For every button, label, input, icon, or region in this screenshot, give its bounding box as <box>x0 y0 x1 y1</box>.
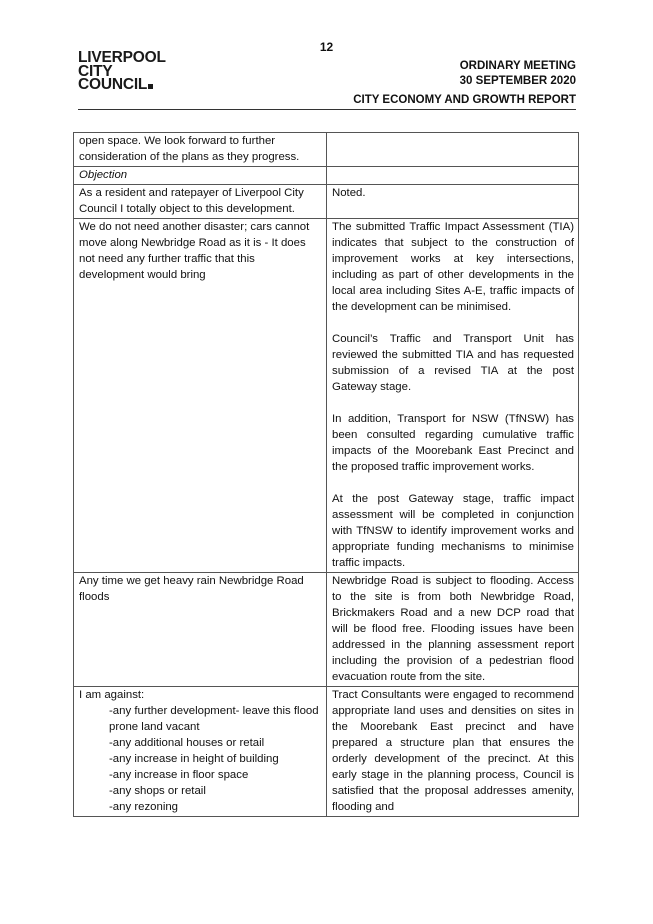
header-divider <box>78 109 576 110</box>
council-logo <box>78 51 166 92</box>
objection-item: -any increase in floor space <box>109 769 249 781</box>
submission-cell: Any time we get heavy rain Newbridge Road floods <box>74 573 327 687</box>
table-row <box>74 185 579 219</box>
table-row <box>74 687 579 817</box>
objection-item: -any additional houses or retail <box>109 737 265 749</box>
response-cell <box>327 219 579 573</box>
logo-line-3-wrap <box>78 78 166 92</box>
section-heading: Objection <box>74 167 327 185</box>
section-row <box>74 167 579 185</box>
table-row <box>74 219 579 573</box>
table-row <box>74 573 579 687</box>
response-paragraph: The submitted Traffic Impact Assessment (TIA) indicates that subject to the construction of improvement works at key intersections, including as part of other developments in the local area including Sites A-E, traffic impacts of the development can be minimised. <box>332 221 574 313</box>
submission-cell: We do not need another disaster; cars cannot move along Newbridge Road as it is - It does not need any further traffic that this development would bring <box>74 219 327 573</box>
response-cell: Tract Consultants were engaged to recommend appropriate land uses and densities on sites in the Moorebank East precinct and have prepared a structure plan that ensures the orderly development of the precinct. At this early stage in the planning process, Council is satisfied that the proposal addresses amenity, flooding and <box>327 687 579 817</box>
report-header <box>353 59 576 108</box>
objection-item: -any increase in height of building <box>109 753 279 765</box>
submissions-table <box>73 132 579 817</box>
page-number: 12 <box>319 40 334 54</box>
response-cell <box>327 133 579 167</box>
meeting-date: 30 SEPTEMBER 2020 <box>459 75 576 87</box>
section-empty-cell <box>327 167 579 185</box>
response-cell: Newbridge Road is subject to flooding. Access to the site is from both Newbridge Road, Brickmakers Road and a new DCP road that will be flood free. Flooding issues have been addressed in the planning assessment report including the provision of a pedestrian flood evacuation route from the site. <box>327 573 579 687</box>
response-paragraph: Council’s Traffic and Transport Unit has reviewed the submitted TIA and has requested submission of a revised TIA at the post Gateway stage. <box>332 333 574 393</box>
logo-line-1: LIVERPOOL <box>78 49 166 66</box>
submission-cell: As a resident and ratepayer of Liverpool City Council I totally object to this development. <box>74 185 327 219</box>
response-paragraph: At the post Gateway stage, traffic impact assessment will be completed in conjunction with TfNSW to identify improvement works and appropriate funding mechanisms to minimise traffic impacts. <box>332 493 574 569</box>
logo-line-2: CITY <box>78 62 113 80</box>
meeting-title: ORDINARY MEETING <box>459 60 576 72</box>
logo-dot-icon <box>148 84 153 89</box>
objection-item: -any rezoning <box>109 801 179 813</box>
logo-line-3: COUNCIL <box>78 76 148 93</box>
table-row <box>74 133 579 167</box>
response-cell: Noted. <box>327 185 579 219</box>
objection-item: -any shops or retail <box>109 785 206 797</box>
response-paragraph: In addition, Transport for NSW (TfNSW) has been consulted regarding cumulative traffic impacts of the Moorebank East Precinct and the proposed traffic improvement works. <box>332 413 574 473</box>
report-title: CITY ECONOMY AND GROWTH REPORT <box>353 94 576 106</box>
objection-item: -any further development- leave this flood prone land vacant <box>109 705 319 733</box>
objection-intro: I am against: <box>79 689 145 701</box>
submission-cell <box>74 687 327 817</box>
submission-cell: open space. We look forward to further consideration of the plans as they progress. <box>74 133 327 167</box>
